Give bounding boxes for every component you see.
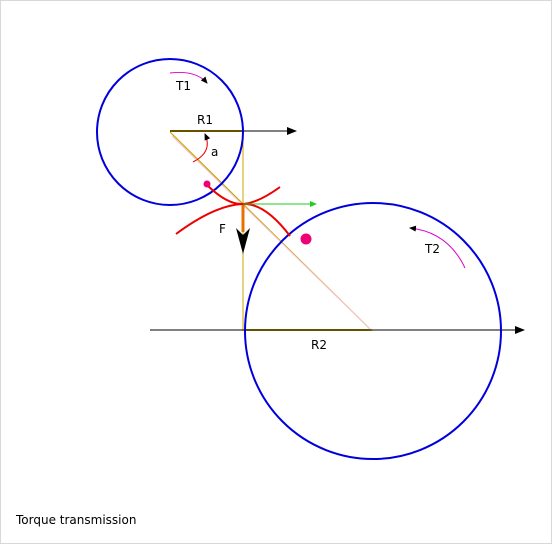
angle-arc — [193, 134, 207, 162]
label-force: F — [219, 222, 226, 236]
tooth-profile-upper — [176, 204, 290, 236]
label-t2: T2 — [425, 242, 440, 256]
contact-point-small — [204, 181, 211, 188]
label-r2: R2 — [311, 338, 327, 352]
contact-line-faint — [172, 136, 372, 331]
label-angle: a — [211, 145, 219, 159]
tooth-profile-lower — [208, 186, 280, 204]
figure-caption: Torque transmission — [16, 513, 137, 527]
contact-point-large — [301, 234, 312, 245]
label-t1: T1 — [176, 79, 191, 93]
label-r1: R1 — [197, 113, 213, 127]
